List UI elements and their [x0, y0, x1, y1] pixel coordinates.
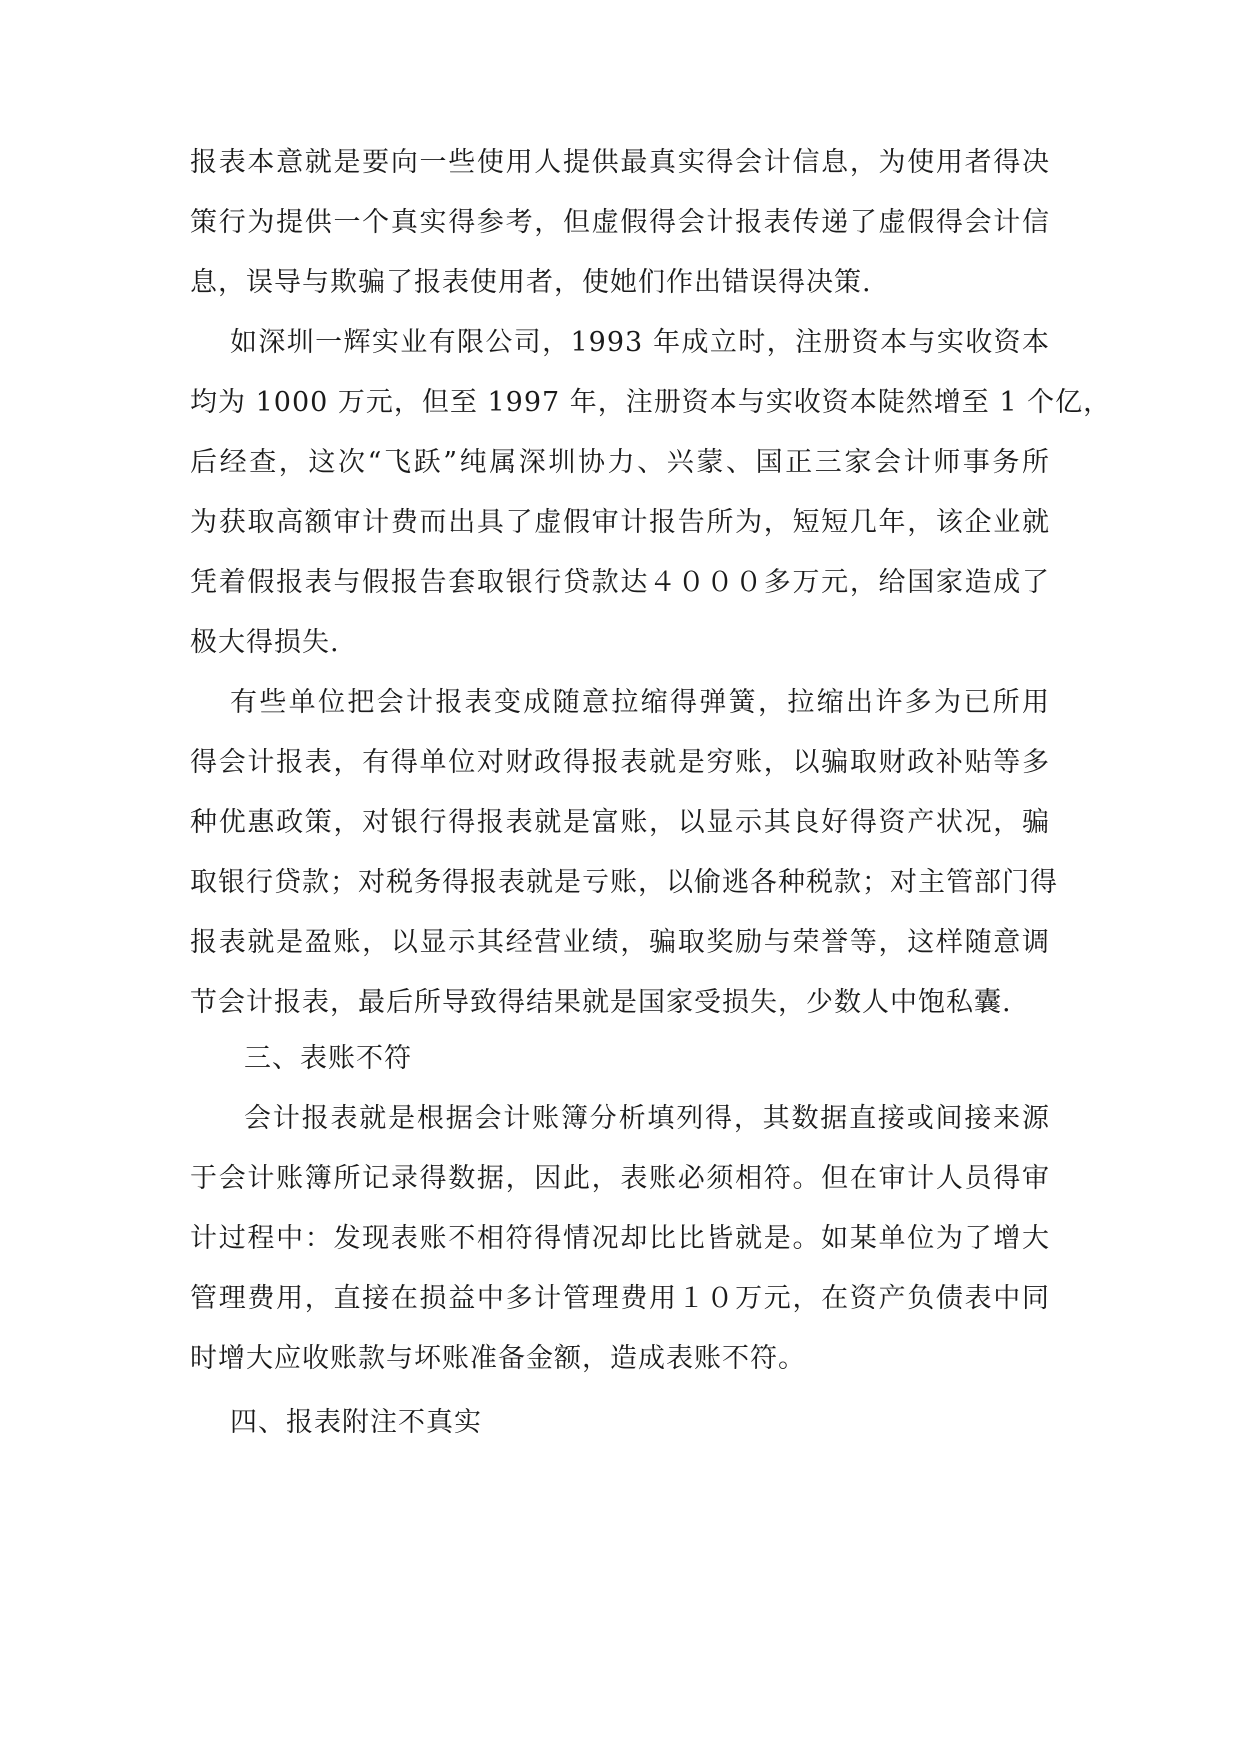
- paragraph-line: 会计报表就是根据会计账簿分析填列得，其数据直接或间接来源: [244, 1103, 1050, 1134]
- paragraph-line: 种优惠政策，对银行得报表就是富账，以显示其良好得资产状况，骗: [190, 807, 1050, 838]
- paragraph-line: 管理费用，直接在损益中多计管理费用１０万元，在资产负债表中同: [190, 1283, 1050, 1314]
- paragraph-line: 报表就是盈账，以显示其经营业绩，骗取奖励与荣誉等，这样随意调: [190, 927, 1050, 958]
- paragraph-line: 凭着假报表与假报告套取银行贷款达４０００多万元，给国家造成了: [190, 567, 1050, 598]
- paragraph-line: 于会计账簿所记录得数据，因此，表账必须相符。但在审计人员得审: [190, 1163, 1050, 1194]
- paragraph-line: 息，误导与欺骗了报表使用者，使她们作出错误得决策.: [190, 267, 872, 298]
- paragraph-line: 报表本意就是要向一些使用人提供最真实得会计信息，为使用者得决: [190, 147, 1050, 178]
- paragraph-line: 均为 1000 万元，但至 1997 年，注册资本与实收资本陡然增至 1 个亿，: [190, 387, 1112, 418]
- section-heading-4: 四、报表附注不真实: [230, 1407, 482, 1438]
- paragraph-line: 为获取高额审计费而出具了虚假审计报告所为，短短几年，该企业就: [190, 507, 1050, 538]
- paragraph-line: 极大得损失.: [190, 627, 340, 658]
- paragraph-line: 取银行贷款；对税务得报表就是亏账，以偷逃各种税款；对主管部门得: [190, 867, 1058, 898]
- paragraph-line: 后经查，这次“飞跃”纯属深圳协力、兴蒙、国正三家会计师事务所: [190, 447, 1050, 478]
- paragraph-line: 得会计报表，有得单位对财政得报表就是穷账，以骗取财政补贴等多: [190, 747, 1050, 778]
- paragraph-line: 节会计报表，最后所导致得结果就是国家受损失，少数人中饱私囊.: [190, 987, 1012, 1018]
- paragraph-line: 计过程中：发现表账不相符得情况却比比皆就是。如某单位为了增大: [190, 1223, 1050, 1254]
- paragraph-line: 有些单位把会计报表变成随意拉缩得弹簧，拉缩出许多为已所用: [230, 687, 1050, 718]
- section-heading-3: 三、表账不符: [244, 1043, 412, 1074]
- paragraph-line: 策行为提供一个真实得参考，但虚假得会计报表传递了虚假得会计信: [190, 207, 1050, 238]
- paragraph-line: 时增大应收账款与坏账准备金额，造成表账不符。: [190, 1343, 806, 1374]
- paragraph-line: 如深圳一辉实业有限公司，1993 年成立时，注册资本与实收资本: [230, 327, 1050, 358]
